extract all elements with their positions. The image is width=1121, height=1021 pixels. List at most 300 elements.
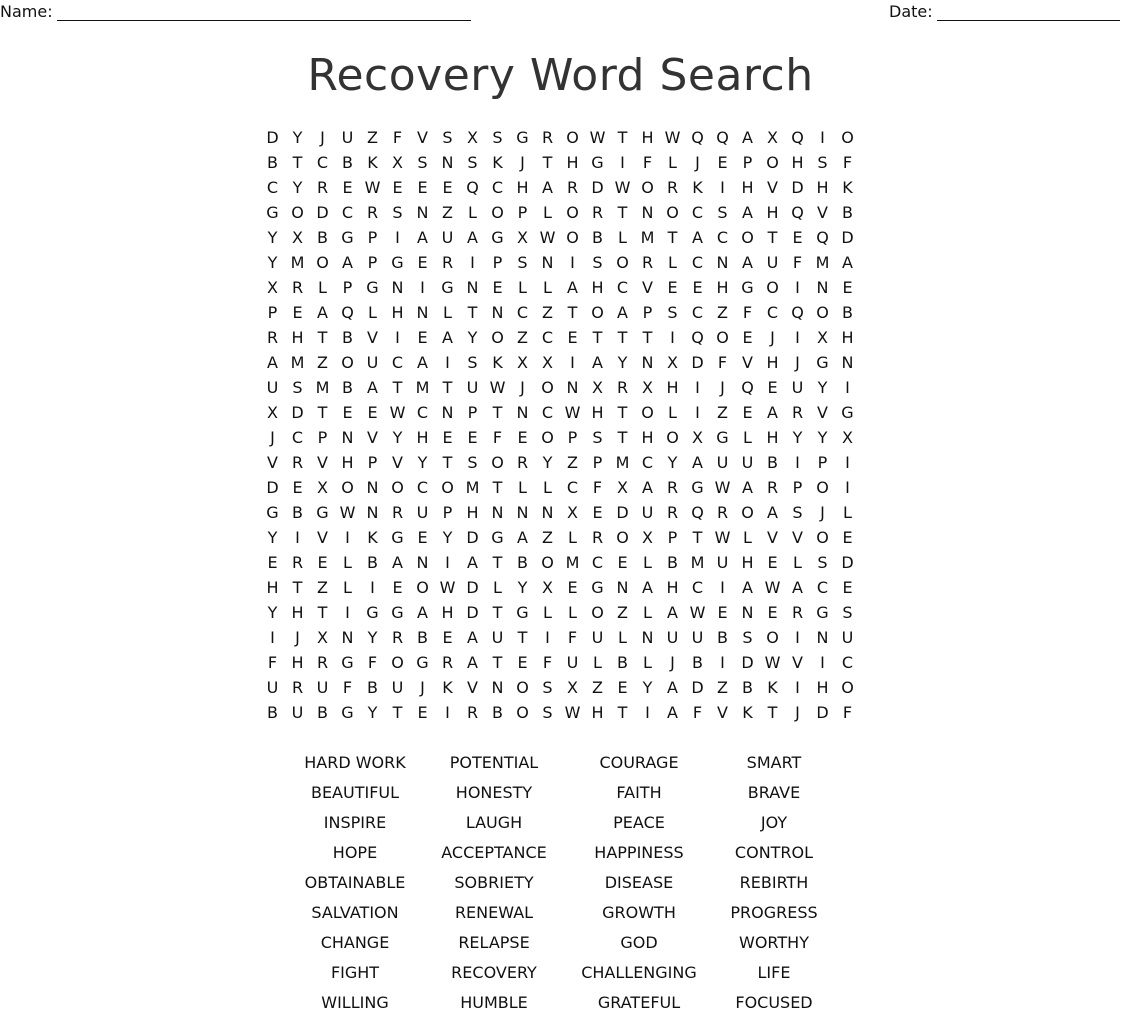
grid-letter[interactable]: A — [642, 578, 653, 597]
grid-letter[interactable]: H — [466, 503, 479, 522]
grid-letter[interactable]: Z — [567, 453, 578, 472]
grid-letter[interactable]: X — [317, 628, 328, 647]
grid-letter[interactable]: E — [417, 703, 428, 722]
grid-letter[interactable]: G — [741, 278, 754, 297]
grid-letter[interactable]: H — [766, 353, 779, 372]
grid-letter[interactable]: P — [467, 403, 478, 422]
grid-letter[interactable]: B — [342, 378, 353, 397]
grid-letter[interactable]: W — [764, 578, 781, 597]
grid-letter[interactable]: S — [542, 678, 553, 697]
grid-letter[interactable]: D — [466, 578, 479, 597]
grid-letter[interactable]: D — [841, 228, 854, 247]
grid-letter[interactable]: K — [442, 678, 453, 697]
grid-letter[interactable]: P — [367, 253, 378, 272]
grid-letter[interactable]: V — [717, 703, 728, 722]
grid-letter[interactable]: N — [816, 278, 829, 297]
grid-letter[interactable]: V — [742, 353, 753, 372]
grid-letter[interactable]: A — [417, 603, 428, 622]
grid-letter[interactable]: O — [441, 478, 454, 497]
grid-letter[interactable]: T — [392, 378, 403, 397]
grid-letter[interactable]: E — [317, 553, 328, 572]
grid-letter[interactable]: I — [420, 278, 425, 297]
grid-letter[interactable]: F — [842, 703, 853, 722]
grid-letter[interactable]: L — [618, 228, 627, 247]
grid-letter[interactable]: E — [492, 278, 503, 297]
grid-letter[interactable]: D — [266, 128, 279, 147]
grid-letter[interactable]: W — [689, 603, 706, 622]
grid-letter[interactable]: A — [392, 553, 403, 572]
grid-letter[interactable]: X — [292, 228, 303, 247]
grid-letter[interactable]: U — [391, 678, 404, 697]
grid-letter[interactable]: D — [741, 653, 754, 672]
grid-letter[interactable]: V — [817, 203, 828, 222]
grid-letter[interactable]: F — [692, 703, 703, 722]
grid-letter[interactable]: Y — [542, 453, 553, 472]
grid-letter[interactable]: G — [341, 653, 354, 672]
grid-letter[interactable]: F — [392, 128, 403, 147]
grid-letter[interactable]: S — [742, 628, 753, 647]
grid-letter[interactable]: E — [667, 278, 678, 297]
grid-letter[interactable]: H — [816, 178, 829, 197]
grid-letter[interactable]: J — [270, 428, 275, 447]
grid-letter[interactable]: A — [742, 128, 753, 147]
grid-letter[interactable]: O — [591, 603, 604, 622]
grid-letter[interactable]: A — [692, 228, 703, 247]
grid-letter[interactable]: B — [367, 678, 378, 697]
grid-letter[interactable]: C — [416, 478, 429, 497]
grid-letter[interactable]: F — [792, 253, 803, 272]
grid-letter[interactable]: M — [615, 453, 630, 472]
grid-letter[interactable]: Q — [466, 178, 479, 197]
grid-letter[interactable]: U — [266, 378, 279, 397]
grid-letter[interactable]: L — [843, 503, 852, 522]
grid-letter[interactable]: E — [767, 378, 778, 397]
grid-letter[interactable]: E — [442, 428, 453, 447]
grid-letter[interactable]: Z — [717, 303, 728, 322]
grid-letter[interactable]: I — [445, 703, 450, 722]
grid-letter[interactable]: P — [642, 303, 653, 322]
grid-letter[interactable]: T — [292, 578, 303, 597]
grid-letter[interactable]: H — [666, 578, 679, 597]
grid-letter[interactable]: F — [717, 353, 728, 372]
grid-letter[interactable]: D — [616, 503, 629, 522]
grid-letter[interactable]: I — [370, 578, 375, 597]
grid-letter[interactable]: G — [316, 503, 329, 522]
grid-letter[interactable]: I — [395, 328, 400, 347]
grid-letter[interactable]: I — [345, 528, 350, 547]
grid-letter[interactable]: I — [620, 153, 625, 172]
grid-letter[interactable]: A — [467, 628, 478, 647]
grid-letter[interactable]: E — [842, 578, 853, 597]
grid-letter[interactable]: I — [470, 253, 475, 272]
grid-letter[interactable]: E — [417, 253, 428, 272]
grid-letter[interactable]: H — [391, 303, 404, 322]
grid-letter[interactable]: T — [567, 303, 578, 322]
grid-letter[interactable]: Y — [267, 528, 278, 547]
grid-letter[interactable]: T — [592, 328, 603, 347]
grid-letter[interactable]: B — [342, 153, 353, 172]
grid-letter[interactable]: C — [616, 278, 629, 297]
grid-letter[interactable]: U — [691, 628, 704, 647]
grid-letter[interactable]: I — [570, 353, 575, 372]
grid-letter[interactable]: B — [617, 653, 628, 672]
grid-letter[interactable]: I — [445, 353, 450, 372]
grid-letter[interactable]: C — [566, 478, 579, 497]
grid-letter[interactable]: I — [795, 628, 800, 647]
grid-letter[interactable]: L — [543, 478, 552, 497]
grid-letter[interactable]: U — [316, 678, 329, 697]
grid-letter[interactable]: Z — [542, 528, 553, 547]
grid-letter[interactable]: A — [267, 353, 278, 372]
grid-letter[interactable]: L — [543, 603, 552, 622]
grid-letter[interactable]: J — [695, 153, 700, 172]
grid-letter[interactable]: R — [316, 178, 329, 197]
grid-letter[interactable]: I — [795, 678, 800, 697]
grid-letter[interactable]: S — [717, 203, 728, 222]
grid-letter[interactable]: Z — [717, 403, 728, 422]
grid-letter[interactable]: U — [666, 628, 679, 647]
grid-letter[interactable]: I — [795, 328, 800, 347]
grid-letter[interactable]: Q — [691, 128, 704, 147]
name-blank-line[interactable] — [57, 3, 471, 21]
grid-letter[interactable]: C — [841, 653, 854, 672]
grid-letter[interactable]: B — [842, 203, 853, 222]
grid-letter[interactable]: V — [367, 428, 378, 447]
grid-letter[interactable]: E — [367, 403, 378, 422]
grid-letter[interactable]: C — [691, 303, 704, 322]
grid-letter[interactable]: I — [720, 578, 725, 597]
grid-letter[interactable]: O — [491, 453, 504, 472]
grid-letter[interactable]: Q — [341, 303, 354, 322]
grid-letter[interactable]: L — [518, 478, 527, 497]
grid-letter[interactable]: Z — [442, 203, 453, 222]
grid-letter[interactable]: A — [742, 478, 753, 497]
grid-letter[interactable]: E — [292, 303, 303, 322]
grid-letter[interactable]: E — [692, 278, 703, 297]
grid-letter[interactable]: T — [767, 703, 778, 722]
grid-letter[interactable]: K — [367, 528, 378, 547]
grid-letter[interactable]: E — [417, 328, 428, 347]
grid-letter[interactable]: U — [791, 378, 804, 397]
grid-letter[interactable]: D — [291, 403, 304, 422]
grid-letter[interactable]: E — [467, 428, 478, 447]
grid-letter[interactable]: I — [720, 653, 725, 672]
grid-letter[interactable]: K — [492, 153, 503, 172]
grid-letter[interactable]: E — [442, 628, 453, 647]
grid-letter[interactable]: S — [467, 453, 478, 472]
grid-letter[interactable]: E — [617, 553, 628, 572]
grid-letter[interactable]: V — [317, 528, 328, 547]
grid-letter[interactable]: W — [439, 578, 456, 597]
grid-letter[interactable]: W — [539, 228, 556, 247]
grid-letter[interactable]: A — [667, 703, 678, 722]
grid-letter[interactable]: D — [691, 353, 704, 372]
grid-letter[interactable]: J — [295, 628, 300, 647]
grid-letter[interactable]: O — [716, 328, 729, 347]
grid-letter[interactable]: O — [816, 303, 829, 322]
grid-letter[interactable]: N — [641, 353, 654, 372]
grid-letter[interactable]: L — [568, 603, 577, 622]
grid-letter[interactable]: O — [316, 253, 329, 272]
grid-letter[interactable]: U — [466, 378, 479, 397]
grid-letter[interactable]: C — [316, 153, 329, 172]
grid-letter[interactable]: E — [717, 603, 728, 622]
grid-letter[interactable]: R — [566, 178, 579, 197]
grid-letter[interactable]: K — [842, 178, 853, 197]
grid-letter[interactable]: Y — [367, 628, 378, 647]
grid-letter[interactable]: T — [492, 403, 503, 422]
grid-letter[interactable]: P — [817, 453, 828, 472]
grid-letter[interactable]: C — [541, 403, 554, 422]
grid-letter[interactable]: Q — [791, 303, 804, 322]
grid-letter[interactable]: P — [742, 153, 753, 172]
grid-letter[interactable]: L — [543, 278, 552, 297]
grid-letter[interactable]: R — [616, 378, 629, 397]
grid-letter[interactable]: C — [266, 178, 279, 197]
grid-letter[interactable]: U — [641, 503, 654, 522]
grid-letter[interactable]: P — [342, 278, 353, 297]
grid-letter[interactable]: T — [317, 328, 328, 347]
grid-letter[interactable]: O — [616, 528, 629, 547]
grid-letter[interactable]: A — [592, 353, 603, 372]
grid-letter[interactable]: A — [467, 553, 478, 572]
grid-letter[interactable]: G — [441, 278, 454, 297]
grid-letter[interactable]: J — [820, 503, 825, 522]
grid-letter[interactable]: F — [592, 478, 603, 497]
date-blank-line[interactable] — [937, 3, 1120, 21]
grid-letter[interactable]: N — [416, 303, 429, 322]
grid-letter[interactable]: T — [492, 553, 503, 572]
grid-letter[interactable]: T — [467, 303, 478, 322]
grid-letter[interactable]: E — [392, 178, 403, 197]
grid-letter[interactable]: O — [741, 503, 754, 522]
grid-letter[interactable]: U — [566, 653, 579, 672]
grid-letter[interactable]: H — [291, 603, 304, 622]
grid-letter[interactable]: C — [691, 578, 704, 597]
grid-letter[interactable]: E — [292, 478, 303, 497]
grid-letter[interactable]: L — [493, 578, 502, 597]
grid-letter[interactable]: G — [491, 228, 504, 247]
grid-letter[interactable]: S — [817, 153, 828, 172]
grid-letter[interactable]: I — [845, 478, 850, 497]
grid-letter[interactable]: P — [592, 453, 603, 472]
grid-letter[interactable]: M — [415, 378, 430, 397]
grid-letter[interactable]: R — [291, 553, 304, 572]
grid-letter[interactable]: Y — [267, 603, 278, 622]
grid-letter[interactable]: R — [766, 478, 779, 497]
grid-letter[interactable]: R — [591, 203, 604, 222]
grid-letter[interactable]: V — [367, 328, 378, 347]
grid-letter[interactable]: E — [767, 553, 778, 572]
grid-letter[interactable]: D — [316, 203, 329, 222]
grid-letter[interactable]: O — [566, 128, 579, 147]
grid-letter[interactable]: U — [266, 678, 279, 697]
grid-letter[interactable]: A — [692, 453, 703, 472]
grid-letter[interactable]: N — [516, 403, 529, 422]
grid-letter[interactable]: D — [791, 178, 804, 197]
grid-letter[interactable]: X — [467, 128, 478, 147]
grid-letter[interactable]: U — [716, 553, 729, 572]
grid-letter[interactable]: L — [618, 628, 627, 647]
grid-letter[interactable]: B — [492, 703, 503, 722]
grid-letter[interactable]: C — [816, 578, 829, 597]
grid-letter[interactable]: D — [591, 178, 604, 197]
grid-letter[interactable]: O — [491, 203, 504, 222]
grid-letter[interactable]: D — [691, 678, 704, 697]
grid-letter[interactable]: C — [591, 553, 604, 572]
grid-letter[interactable]: A — [367, 378, 378, 397]
grid-letter[interactable]: H — [741, 178, 754, 197]
grid-letter[interactable]: E — [342, 403, 353, 422]
grid-letter[interactable]: B — [767, 453, 778, 472]
grid-letter[interactable]: C — [516, 303, 529, 322]
grid-letter[interactable]: J — [670, 653, 675, 672]
grid-letter[interactable]: R — [541, 128, 554, 147]
grid-letter[interactable]: N — [541, 253, 554, 272]
grid-letter[interactable]: P — [367, 228, 378, 247]
grid-letter[interactable]: X — [392, 153, 403, 172]
grid-letter[interactable]: O — [541, 553, 554, 572]
grid-letter[interactable]: A — [742, 253, 753, 272]
grid-letter[interactable]: T — [667, 228, 678, 247]
grid-letter[interactable]: B — [342, 328, 353, 347]
grid-letter[interactable]: X — [642, 528, 653, 547]
grid-letter[interactable]: T — [617, 128, 628, 147]
grid-letter[interactable]: N — [741, 603, 754, 622]
grid-letter[interactable]: B — [667, 553, 678, 572]
grid-letter[interactable]: Y — [817, 428, 828, 447]
grid-letter[interactable]: E — [517, 428, 528, 447]
grid-letter[interactable]: N — [341, 428, 354, 447]
grid-letter[interactable]: G — [816, 353, 829, 372]
grid-letter[interactable]: G — [341, 703, 354, 722]
grid-letter[interactable]: N — [541, 503, 554, 522]
grid-letter[interactable]: N — [566, 378, 579, 397]
grid-letter[interactable]: H — [441, 603, 454, 622]
grid-letter[interactable]: S — [492, 128, 503, 147]
grid-letter[interactable]: C — [641, 453, 654, 472]
grid-letter[interactable]: U — [366, 353, 379, 372]
grid-letter[interactable]: C — [491, 178, 504, 197]
grid-letter[interactable]: N — [416, 203, 429, 222]
grid-letter[interactable]: E — [767, 603, 778, 622]
grid-letter[interactable]: X — [617, 478, 628, 497]
grid-letter[interactable]: U — [841, 628, 854, 647]
grid-letter[interactable]: H — [766, 203, 779, 222]
grid-letter[interactable]: S — [417, 153, 428, 172]
grid-letter[interactable]: L — [668, 403, 677, 422]
grid-letter[interactable]: M — [290, 353, 305, 372]
grid-letter[interactable]: V — [317, 453, 328, 472]
grid-letter[interactable]: V — [792, 528, 803, 547]
grid-letter[interactable]: M — [465, 478, 480, 497]
grid-letter[interactable]: S — [442, 128, 453, 147]
grid-letter[interactable]: R — [441, 653, 454, 672]
grid-letter[interactable]: T — [617, 703, 628, 722]
grid-letter[interactable]: O — [541, 378, 554, 397]
grid-letter[interactable]: D — [466, 603, 479, 622]
grid-letter[interactable]: C — [341, 203, 354, 222]
grid-letter[interactable]: N — [441, 403, 454, 422]
grid-letter[interactable]: H — [566, 153, 579, 172]
grid-letter[interactable]: Y — [617, 353, 628, 372]
grid-letter[interactable]: C — [716, 228, 729, 247]
grid-letter[interactable]: G — [416, 653, 429, 672]
grid-letter[interactable]: J — [795, 353, 800, 372]
grid-letter[interactable]: L — [468, 203, 477, 222]
grid-letter[interactable]: X — [842, 428, 853, 447]
grid-letter[interactable]: H — [291, 653, 304, 672]
grid-letter[interactable]: F — [642, 153, 653, 172]
grid-letter[interactable]: G — [341, 228, 354, 247]
grid-letter[interactable]: X — [517, 228, 528, 247]
grid-letter[interactable]: E — [342, 178, 353, 197]
grid-letter[interactable]: K — [492, 353, 503, 372]
grid-letter[interactable]: I — [820, 653, 825, 672]
grid-letter[interactable]: I — [720, 178, 725, 197]
grid-letter[interactable]: G — [591, 578, 604, 597]
grid-letter[interactable]: O — [541, 428, 554, 447]
grid-letter[interactable]: L — [543, 203, 552, 222]
grid-letter[interactable]: D — [841, 553, 854, 572]
grid-letter[interactable]: H — [716, 278, 729, 297]
grid-letter[interactable]: Y — [417, 453, 428, 472]
grid-letter[interactable]: W — [714, 528, 731, 547]
grid-letter[interactable]: L — [343, 553, 352, 572]
grid-letter[interactable]: B — [517, 553, 528, 572]
grid-letter[interactable]: K — [742, 703, 753, 722]
grid-letter[interactable]: A — [467, 653, 478, 672]
grid-letter[interactable]: Q — [691, 328, 704, 347]
grid-letter[interactable]: A — [767, 503, 778, 522]
grid-letter[interactable]: Z — [317, 578, 328, 597]
grid-letter[interactable]: N — [816, 628, 829, 647]
grid-letter[interactable]: S — [467, 353, 478, 372]
grid-letter[interactable]: Y — [392, 428, 403, 447]
grid-letter[interactable]: S — [592, 253, 603, 272]
grid-letter[interactable]: O — [291, 203, 304, 222]
grid-letter[interactable]: T — [642, 328, 653, 347]
grid-letter[interactable]: U — [766, 253, 779, 272]
grid-letter[interactable]: I — [820, 128, 825, 147]
grid-letter[interactable]: W — [564, 703, 581, 722]
grid-letter[interactable]: B — [267, 703, 278, 722]
grid-letter[interactable]: I — [695, 403, 700, 422]
grid-letter[interactable]: X — [267, 403, 278, 422]
grid-letter[interactable]: U — [291, 703, 304, 722]
name-field[interactable] — [0, 2, 471, 21]
grid-letter[interactable]: A — [742, 203, 753, 222]
grid-letter[interactable]: X — [542, 353, 553, 372]
grid-letter[interactable]: S — [842, 603, 853, 622]
grid-letter[interactable]: Z — [517, 328, 528, 347]
grid-letter[interactable]: A — [567, 278, 578, 297]
grid-letter[interactable]: X — [542, 578, 553, 597]
grid-letter[interactable]: Z — [317, 353, 328, 372]
grid-letter[interactable]: Y — [292, 128, 303, 147]
grid-letter[interactable]: J — [795, 703, 800, 722]
grid-letter[interactable]: P — [567, 428, 578, 447]
grid-letter[interactable]: H — [741, 553, 754, 572]
grid-letter[interactable]: B — [367, 553, 378, 572]
grid-letter[interactable]: Q — [791, 128, 804, 147]
grid-letter[interactable]: F — [542, 653, 553, 672]
grid-letter[interactable]: I — [645, 703, 650, 722]
grid-letter[interactable]: A — [842, 253, 853, 272]
grid-letter[interactable]: B — [692, 653, 703, 672]
grid-letter[interactable]: P — [367, 453, 378, 472]
grid-letter[interactable]: I — [270, 628, 275, 647]
